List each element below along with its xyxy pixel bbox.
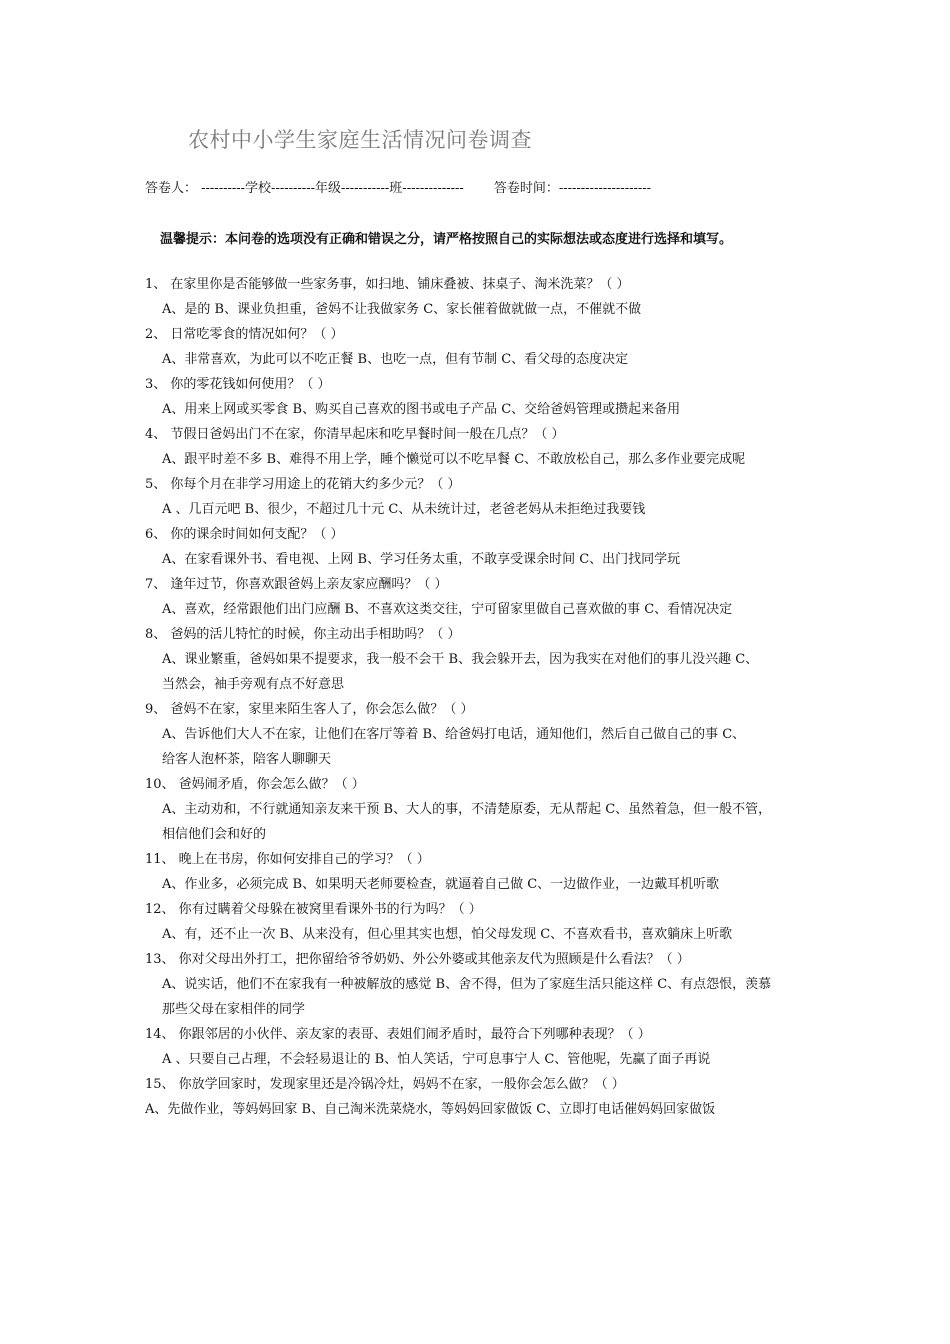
question-11: 11、 晚上在书房，你如何安排自己的学习？（ ） bbox=[145, 852, 430, 867]
question-10: 10、 爸妈闹矛盾，你会怎么做？（ ） bbox=[145, 777, 365, 792]
question-5-options: A 、几百元吧 B、很少，不超过几十元 C、从未统计过，老爸老妈从未拒绝过我要钱 bbox=[162, 502, 646, 517]
question-15-options: A、先做作业，等妈妈回家 B、自己淘米洗菜烧水，等妈妈回家做饭 C、立即打电话催妈妈回家做饭 bbox=[145, 1102, 716, 1117]
question-8: 8、 爸妈的活儿特忙的时候，你主动出手相助吗？（ ） bbox=[145, 627, 461, 642]
question-4: 4、 节假日爸妈出门不在家，你清早起床和吃早餐时间一般在几点？（ ） bbox=[145, 427, 565, 442]
question-2: 2、 日常吃零食的情况如何？（ ） bbox=[145, 327, 344, 342]
question-8-options-cont: 当然会，袖手旁观有点不好意思 bbox=[162, 677, 345, 692]
question-12: 12、 你有过瞒着父母躲在被窝里看课外书的行为吗？（ ） bbox=[145, 902, 482, 917]
question-13-options: A、说实话，他们不在家我有一种被解放的感觉 B、舍不得，但为了家庭生活只能这样 C、有点怨恨，羡慕 bbox=[162, 977, 772, 992]
question-9: 9、 爸妈不在家，家里来陌生客人了，你会怎么做？（ ） bbox=[145, 702, 474, 717]
question-3: 3、 你的零花钱如何使用？（ ） bbox=[145, 377, 331, 392]
question-6-options: A、在家看课外书、看电视、上网 B、学习任务太重，不敢享受课余时间 C、出门找同学玩 bbox=[162, 552, 681, 567]
respondent-info-line bbox=[145, 177, 651, 196]
question-11-options: A、作业多，必须完成 B、如果明天老师要检查，就逼着自己做 C、一边做作业，一边戴耳机听歌 bbox=[162, 877, 720, 892]
question-13: 13、 你对父母出外打工，把你留给爷爷奶奶、外公外婆或其他亲友代为照顾是什么看法？（ ） bbox=[145, 952, 690, 967]
question-15: 15、 你放学回家时，发现家里还是冷锅冷灶，妈妈不在家，一般你会怎么做？（ ） bbox=[145, 1077, 625, 1092]
question-1: 1、 在家里你是否能够做一些家务事，如扫地、铺床叠被、抹桌子、淘米洗菜？（ ） bbox=[145, 277, 630, 292]
respondent-field: 答卷人： ----------学校----------年级-----------班-------------- bbox=[145, 181, 464, 196]
question-list bbox=[145, 272, 815, 1122]
question-8-options: A、课业繁重，爸妈如果不提要求，我一般不会干 B、我会躲开去，因为我实在对他们的事儿没兴趣 C、 bbox=[162, 652, 759, 667]
answer-time-field: 答卷时间：--------------------- bbox=[493, 181, 652, 196]
question-2-options: A、非常喜欢，为此可以不吃正餐 B、也吃一点，但有节制 C、看父母的态度决定 bbox=[162, 352, 629, 367]
question-5: 5、 你每个月在非学习用途上的花销大约多少元？（ ） bbox=[145, 477, 461, 492]
question-6: 6、 你的课余时间如何支配？（ ） bbox=[145, 527, 344, 542]
question-7-options: A、喜欢，经常跟他们出门应酬 B、不喜欢这类交往，宁可留家里做自己喜欢做的事 C、看情况决定 bbox=[162, 602, 733, 617]
question-12-options: A、有，还不止一次 B、从来没有，但心里其实也想，怕父母发现 C、不喜欢看书，喜欢躺床上听歌 bbox=[162, 927, 733, 942]
question-9-options: A、告诉他们大人不在家，让他们在客厅等着 B、给爸妈打电话，通知他们，然后自己做自己的事 C、 bbox=[162, 727, 746, 742]
question-13-options-cont: 那些父母在家相伴的同学 bbox=[162, 1002, 306, 1017]
question-10-options: A、主动劝和，不行就通知亲友来干预 B、大人的事，不清楚原委，无从帮起 C、虽然着急，但一般不管， bbox=[162, 802, 772, 817]
question-14: 14、 你跟邻居的小伙伴、亲友家的表哥、表姐们闹矛盾时，最符合下列哪种表现？（ ） bbox=[145, 1027, 651, 1042]
question-4-options: A、跟平时差不多 B、难得不用上学，睡个懒觉可以不吃早餐 C、不敢放松自己，那么多作业要完成呢 bbox=[162, 452, 746, 467]
question-9-options-cont: 给客人泡杯茶，陪客人聊聊天 bbox=[162, 752, 332, 767]
document-title: 农村中小学生家庭生活情况问卷调查 bbox=[188, 128, 532, 152]
question-1-options: A、是的 B、课业负担重，爸妈不让我做家务 C、家长催着做就做一点，不催就不做 bbox=[162, 302, 642, 317]
warm-tip: 温馨提示：本问卷的选项没有正确和错误之分，请严格按照自己的实际想法或态度进行选择和填写。 bbox=[160, 232, 733, 247]
question-14-options: A 、只要自己占理，不会轻易退让的 B、怕人笑话，宁可息事宁人 C、管他呢，先赢了面子再说 bbox=[162, 1052, 711, 1067]
question-3-options: A、用来上网或买零食 B、购买自己喜欢的图书或电子产品 C、交给爸妈管理或攒起来备用 bbox=[162, 402, 681, 417]
question-7: 7、 逢年过节，你喜欢跟爸妈上亲友家应酬吗？（ ） bbox=[145, 577, 448, 592]
question-10-options-cont: 相信他们会和好的 bbox=[162, 827, 267, 842]
